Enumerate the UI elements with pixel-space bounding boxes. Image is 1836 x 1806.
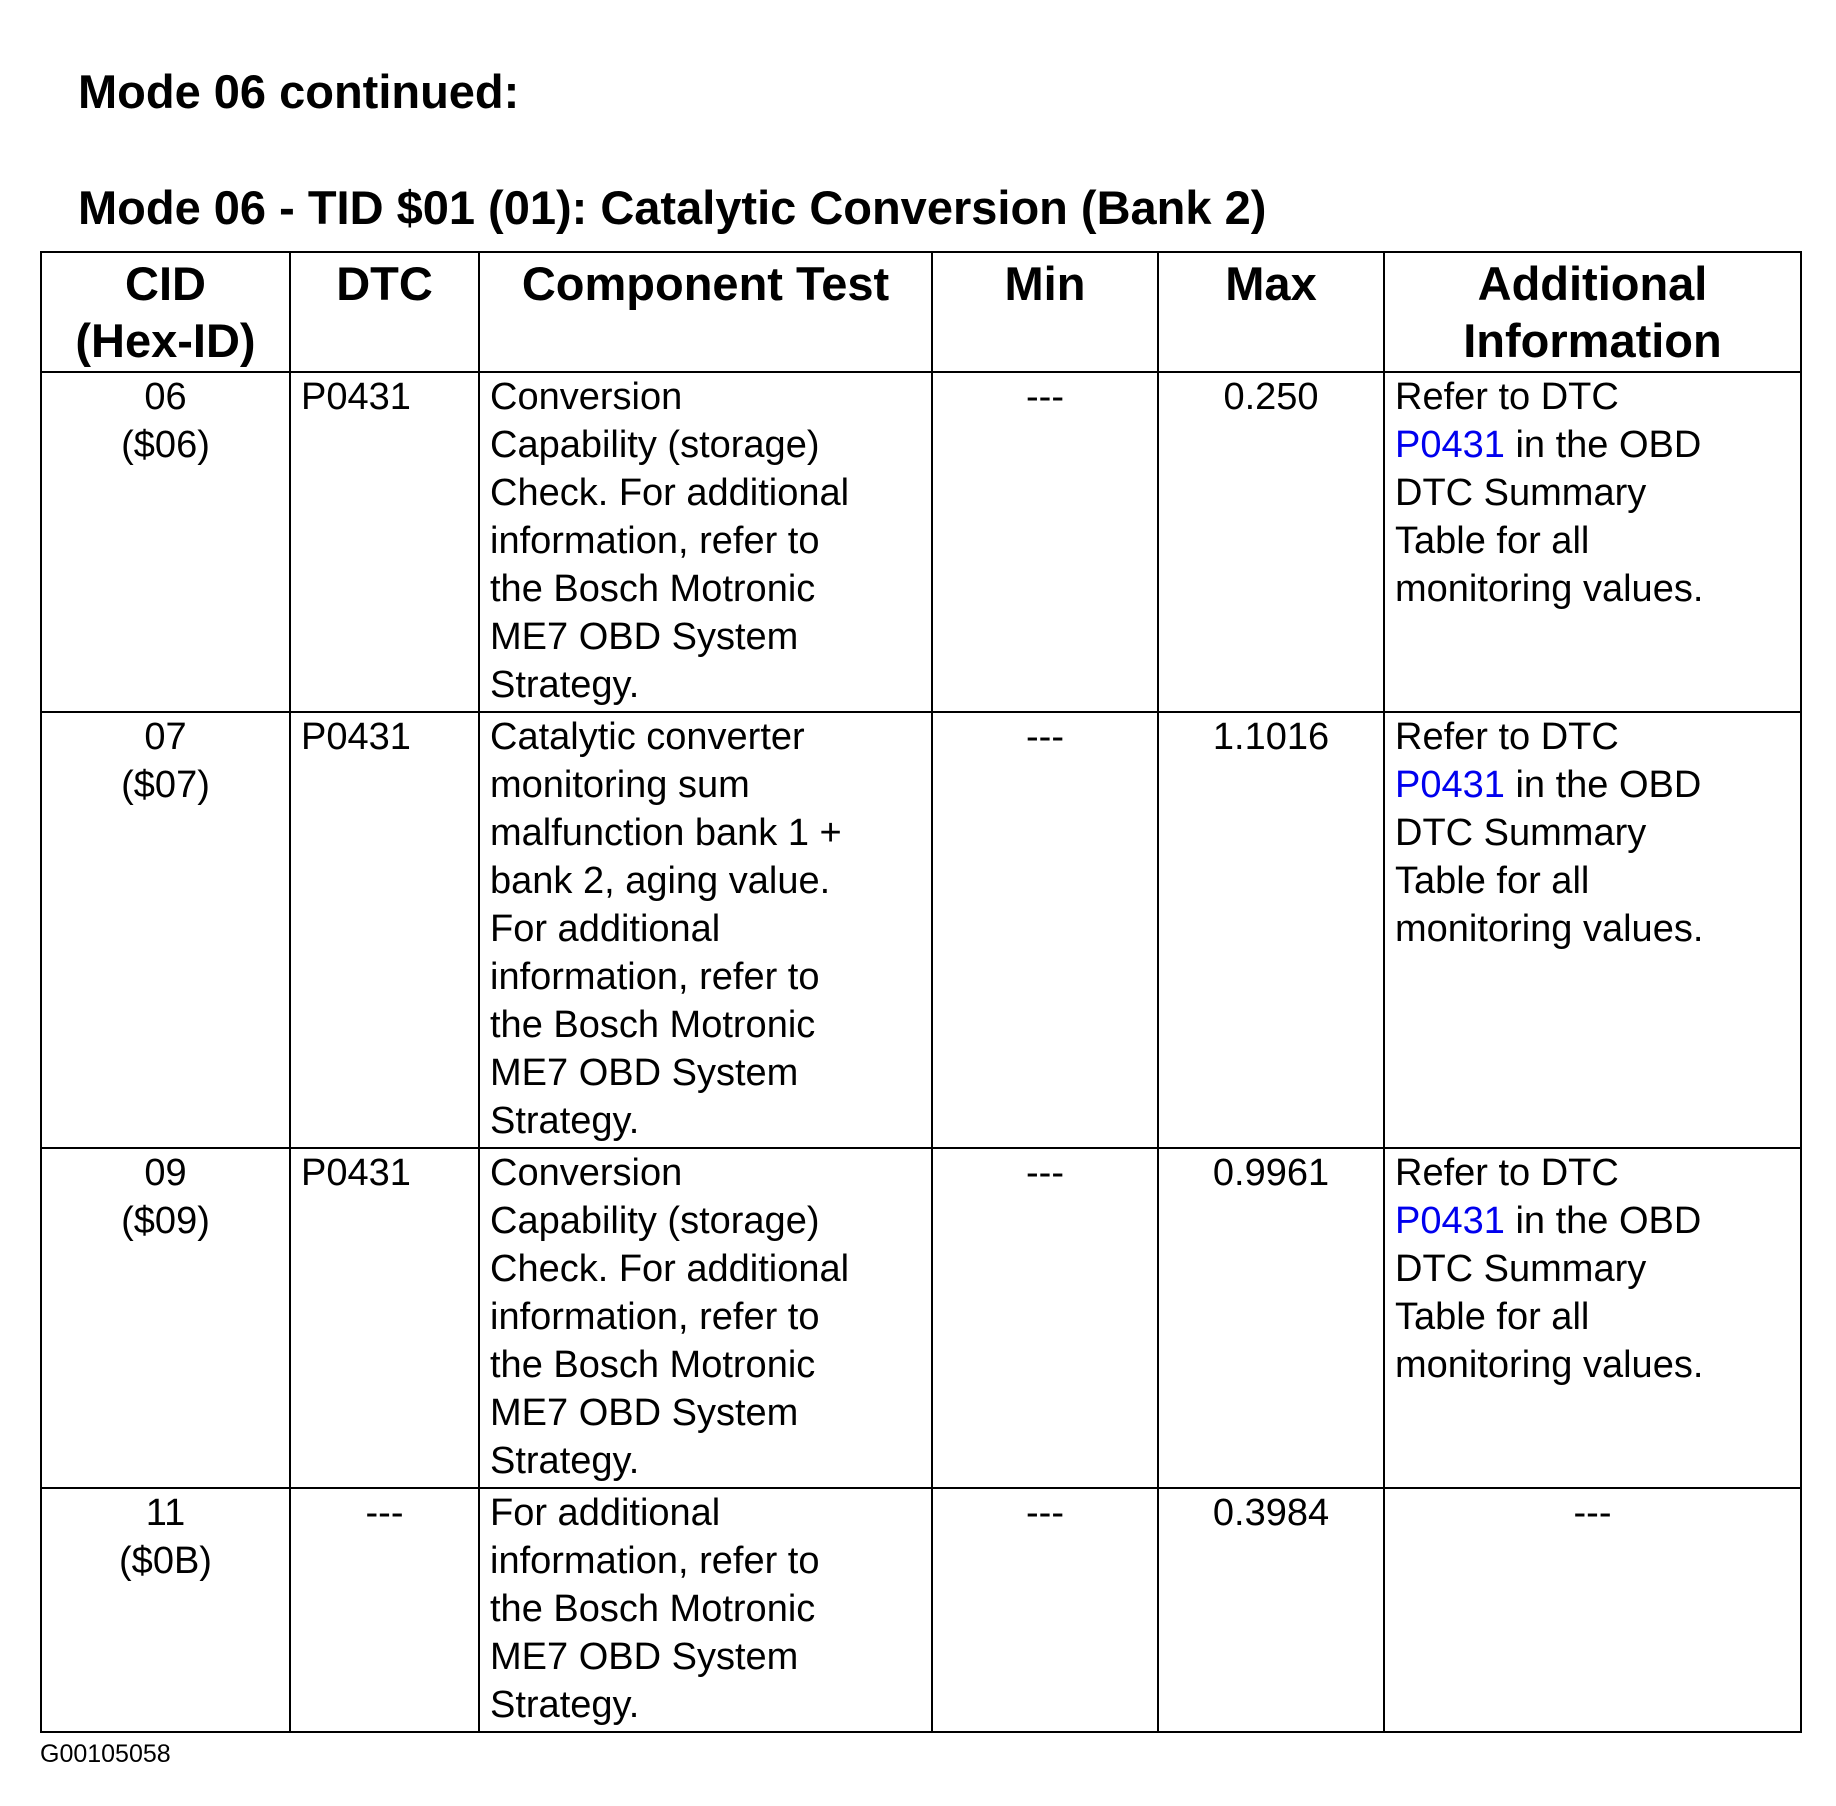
component-test-line: information, refer to bbox=[490, 520, 820, 562]
component-test-line: Strategy. bbox=[490, 1100, 640, 1142]
dtc-link[interactable]: P0431 bbox=[1395, 424, 1505, 466]
hex-id-value: ($09) bbox=[121, 1200, 210, 1242]
dtc-link[interactable]: P0431 bbox=[1395, 1200, 1505, 1242]
section-heading-continued: Mode 06 continued: bbox=[78, 65, 520, 118]
info-line: Refer to DTC bbox=[1395, 716, 1619, 758]
cell-max: 0.250 bbox=[1158, 372, 1384, 712]
info-line: Refer to DTC bbox=[1395, 376, 1619, 418]
table-row bbox=[41, 372, 1801, 712]
component-test-line: ME7 OBD System bbox=[490, 1636, 799, 1678]
dtc-link[interactable]: P0431 bbox=[1395, 764, 1505, 806]
mode06-table bbox=[40, 251, 1802, 1733]
component-test-line: bank 2, aging value. bbox=[490, 860, 831, 902]
info-line: Table for all bbox=[1395, 1296, 1590, 1338]
component-test-line: Conversion bbox=[490, 376, 683, 418]
cell-dtc: P0431 bbox=[290, 712, 479, 1148]
table-row bbox=[41, 712, 1801, 1148]
table-title: Mode 06 - TID $01 (01): Catalytic Conversion (Bank 2) bbox=[78, 181, 1267, 234]
header-additional-line1: Additional bbox=[1477, 257, 1708, 310]
info-line: Refer to DTC bbox=[1395, 1152, 1619, 1194]
component-test-line: ME7 OBD System bbox=[490, 616, 799, 658]
cell-cid bbox=[41, 1488, 290, 1732]
cell-min: --- bbox=[932, 372, 1158, 712]
info-line: monitoring values. bbox=[1395, 568, 1704, 610]
info-line: Table for all bbox=[1395, 860, 1590, 902]
component-test-line: the Bosch Motronic bbox=[490, 1344, 816, 1386]
info-text: in the OBD bbox=[1504, 764, 1702, 806]
component-test-line: Strategy. bbox=[490, 1684, 640, 1726]
table-header-row bbox=[41, 252, 1801, 372]
cell-max: 0.9961 bbox=[1158, 1148, 1384, 1488]
cell-component-test bbox=[479, 372, 932, 712]
info-text: in the OBD bbox=[1504, 1200, 1702, 1242]
component-test-line: the Bosch Motronic bbox=[490, 1588, 816, 1630]
table-row bbox=[41, 1148, 1801, 1488]
cell-additional-info bbox=[1384, 372, 1801, 712]
hex-id-value: ($06) bbox=[121, 424, 210, 466]
component-test-line: For additional bbox=[490, 908, 721, 950]
cell-max: 0.3984 bbox=[1158, 1488, 1384, 1732]
cell-min: --- bbox=[932, 1488, 1158, 1732]
cell-additional-info bbox=[1384, 1148, 1801, 1488]
info-text: in the OBD bbox=[1504, 424, 1702, 466]
table-body bbox=[41, 372, 1801, 1732]
cell-component-test bbox=[479, 712, 932, 1148]
cell-component-test bbox=[479, 1148, 932, 1488]
component-test-line: Conversion bbox=[490, 1152, 683, 1194]
info-line: Table for all bbox=[1395, 520, 1590, 562]
info-line: monitoring values. bbox=[1395, 908, 1704, 950]
info-line: DTC Summary bbox=[1395, 472, 1647, 514]
header-max: Max bbox=[1158, 252, 1384, 372]
component-test-line: Check. For additional bbox=[490, 472, 850, 514]
cell-cid bbox=[41, 1148, 290, 1488]
cell-dtc: P0431 bbox=[290, 1148, 479, 1488]
figure-id: G00105058 bbox=[40, 1740, 171, 1768]
component-test-line: monitoring sum bbox=[490, 764, 750, 806]
cid-value: 11 bbox=[145, 1492, 186, 1534]
header-cid-line1: CID bbox=[125, 257, 206, 310]
header-min: Min bbox=[932, 252, 1158, 372]
cell-max: 1.1016 bbox=[1158, 712, 1384, 1148]
component-test-line: the Bosch Motronic bbox=[490, 568, 816, 610]
cell-dtc: --- bbox=[290, 1488, 479, 1732]
cell-min: --- bbox=[932, 712, 1158, 1148]
info-line bbox=[1395, 421, 1790, 469]
header-dtc: DTC bbox=[290, 252, 479, 372]
header-cid-line2: (Hex-ID) bbox=[75, 314, 256, 367]
table-row bbox=[41, 1488, 1801, 1732]
info-line bbox=[1395, 761, 1790, 809]
cell-min: --- bbox=[932, 1148, 1158, 1488]
component-test-line: Capability (storage) bbox=[490, 424, 820, 466]
component-test-line: information, refer to bbox=[490, 1540, 820, 1582]
header-cid bbox=[41, 252, 290, 372]
info-line: DTC Summary bbox=[1395, 1248, 1647, 1290]
component-test-line: malfunction bank 1 + bbox=[490, 812, 842, 854]
info-line: DTC Summary bbox=[1395, 812, 1647, 854]
cell-additional-info: --- bbox=[1384, 1488, 1801, 1732]
header-component-test: Component Test bbox=[479, 252, 932, 372]
hex-id-value: ($07) bbox=[121, 764, 210, 806]
cell-cid bbox=[41, 712, 290, 1148]
header-additional-info bbox=[1384, 252, 1801, 372]
component-test-line: information, refer to bbox=[490, 956, 820, 998]
component-test-line: Check. For additional bbox=[490, 1248, 850, 1290]
info-line: monitoring values. bbox=[1395, 1344, 1704, 1386]
cid-value: 09 bbox=[144, 1152, 187, 1194]
cell-component-test bbox=[479, 1488, 932, 1732]
component-test-line: information, refer to bbox=[490, 1296, 820, 1338]
component-test-line: ME7 OBD System bbox=[490, 1052, 799, 1094]
cell-additional-info bbox=[1384, 712, 1801, 1148]
component-test-line: ME7 OBD System bbox=[490, 1392, 799, 1434]
component-test-line: the Bosch Motronic bbox=[490, 1004, 816, 1046]
cid-value: 06 bbox=[144, 376, 187, 418]
component-test-line: For additional bbox=[490, 1492, 721, 1534]
hex-id-value: ($0B) bbox=[119, 1540, 212, 1582]
cid-value: 07 bbox=[144, 716, 187, 758]
header-additional-line2: Information bbox=[1463, 314, 1722, 367]
component-test-line: Strategy. bbox=[490, 1440, 640, 1482]
component-test-line: Catalytic converter bbox=[490, 716, 805, 758]
component-test-line: Capability (storage) bbox=[490, 1200, 820, 1242]
component-test-line: Strategy. bbox=[490, 664, 640, 706]
info-line bbox=[1395, 1197, 1790, 1245]
cell-cid bbox=[41, 372, 290, 712]
cell-dtc: P0431 bbox=[290, 372, 479, 712]
